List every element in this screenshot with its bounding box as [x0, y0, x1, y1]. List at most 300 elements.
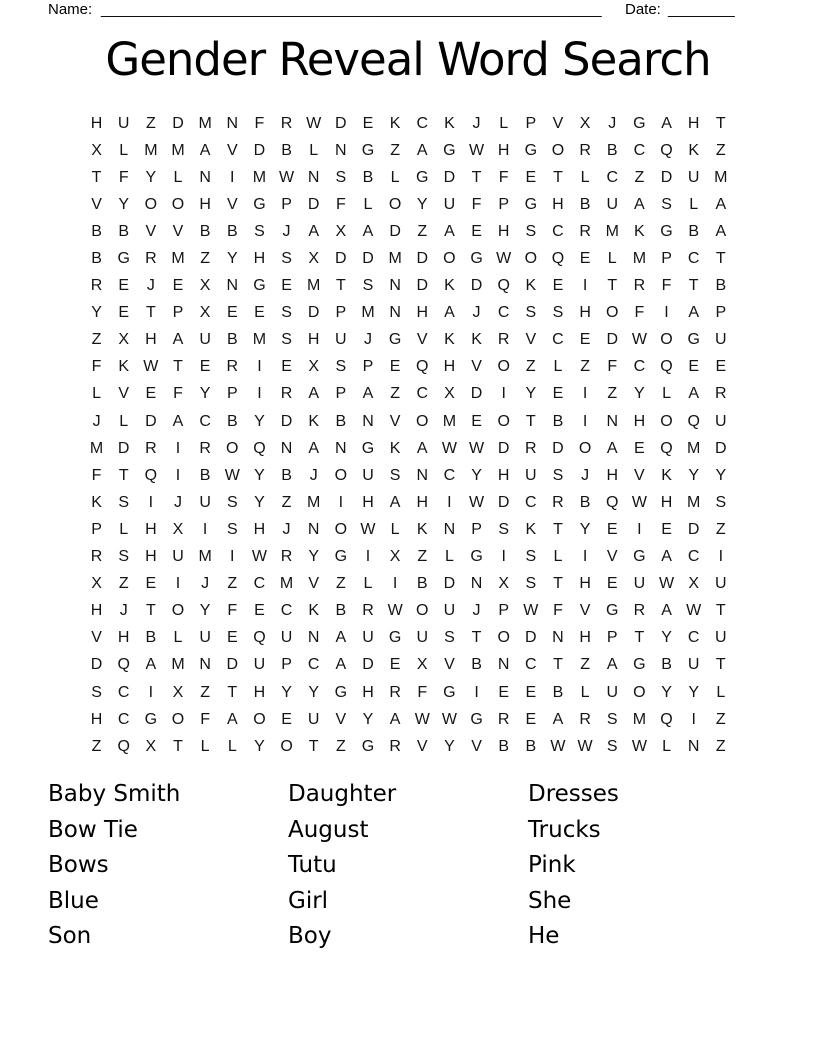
- grid-letter: T: [553, 656, 563, 674]
- grid-letter: D: [443, 168, 456, 186]
- grid-letter: T: [471, 168, 482, 186]
- grid-letter: J: [119, 602, 128, 620]
- grid-letter: O: [633, 683, 646, 701]
- grid-letter: Q: [497, 277, 510, 295]
- grid-letter: P: [525, 114, 537, 132]
- grid-letter: M: [632, 710, 647, 728]
- grid-letter: W: [523, 602, 539, 620]
- grid-letter: X: [199, 277, 211, 295]
- grid-letter: B: [91, 222, 102, 240]
- grid-letter: R: [497, 710, 510, 728]
- grid-letter: F: [91, 358, 102, 376]
- grid-letter: N: [416, 466, 429, 484]
- grid-letter: S: [525, 575, 537, 593]
- grid-letter: K: [389, 114, 401, 132]
- grid-letter: L: [662, 737, 671, 755]
- grid-letter: D: [470, 277, 483, 295]
- grid-letter: G: [144, 710, 158, 728]
- grid-letter: L: [716, 683, 726, 701]
- grid-letter: S: [606, 710, 618, 728]
- word-list-item: Daughter: [288, 781, 397, 807]
- grid-letter: O: [524, 250, 538, 268]
- name-blank-line: ____________________________________________________________: [101, 1, 602, 18]
- grid-letter: Y: [118, 195, 130, 213]
- grid-letter: W: [550, 737, 566, 755]
- grid-letter: I: [148, 493, 154, 511]
- grid-letter: K: [308, 602, 320, 620]
- word-list-item: She: [528, 887, 572, 914]
- grid-letter: G: [524, 141, 538, 159]
- grid-letter: H: [145, 331, 157, 349]
- grid-letter: U: [335, 331, 347, 349]
- grid-letter: R: [497, 331, 510, 349]
- grid-letter: H: [579, 304, 591, 322]
- grid-letter: E: [118, 277, 130, 295]
- word-list-item: Boy: [288, 923, 332, 950]
- grid-letter: A: [688, 304, 699, 322]
- grid-letter: Y: [254, 737, 265, 755]
- grid-letter: R: [145, 439, 157, 457]
- grid-letter: P: [281, 195, 292, 213]
- grid-letter: D: [90, 656, 103, 674]
- grid-letter: P: [91, 520, 102, 538]
- grid-letter: T: [715, 114, 726, 132]
- grid-letter: P: [715, 304, 727, 322]
- grid-letter: O: [606, 304, 619, 322]
- grid-letter: G: [253, 277, 266, 295]
- grid-letter: N: [307, 629, 320, 647]
- grid-letter: S: [226, 493, 238, 511]
- grid-letter: G: [361, 737, 375, 755]
- grid-letter: Z: [580, 358, 590, 376]
- grid-letter: V: [416, 331, 428, 349]
- word-list-item: August: [288, 816, 369, 843]
- grid-letter: T: [553, 520, 563, 538]
- grid-letter: Y: [199, 385, 211, 403]
- grid-letter: D: [117, 439, 130, 457]
- grid-letter: S: [525, 304, 537, 322]
- grid-letter: Y: [91, 304, 102, 322]
- grid-letter: O: [334, 520, 348, 538]
- grid-letter: C: [253, 575, 266, 593]
- grid-letter: H: [145, 520, 157, 538]
- grid-letter: A: [661, 548, 672, 566]
- grid-letter: X: [444, 385, 455, 403]
- grid-letter: N: [470, 575, 483, 593]
- grid-letter: L: [553, 358, 563, 376]
- grid-letter: X: [308, 358, 320, 376]
- grid-letter: I: [230, 548, 235, 566]
- grid-letter: E: [661, 520, 672, 538]
- grid-letter: I: [501, 548, 506, 566]
- grid-letter: B: [199, 466, 211, 484]
- grid-letter: W: [686, 602, 702, 620]
- grid-letter: Y: [688, 683, 699, 701]
- grid-letter: Q: [551, 250, 565, 268]
- grid-letter: E: [281, 277, 292, 295]
- grid-letter: B: [226, 331, 238, 349]
- grid-letter: T: [715, 602, 726, 620]
- grid-letter: P: [498, 602, 510, 620]
- grid-letter: B: [281, 466, 292, 484]
- grid-letter: V: [389, 412, 401, 430]
- grid-letter: N: [687, 737, 700, 755]
- grid-letter: U: [715, 412, 727, 430]
- grid-letter: H: [497, 466, 510, 484]
- word-list-item: Pink: [528, 852, 576, 879]
- grid-letter: T: [688, 277, 699, 295]
- grid-letter: U: [687, 656, 700, 674]
- grid-letter: U: [362, 466, 374, 484]
- grid-letter: H: [117, 629, 130, 647]
- grid-letter: E: [525, 168, 537, 186]
- grid-letter: T: [173, 358, 183, 376]
- grid-letter: U: [443, 195, 456, 213]
- grid-letter: N: [552, 629, 564, 647]
- grid-letter: V: [91, 195, 102, 213]
- grid-letter: E: [389, 656, 401, 674]
- date-blank-line: ________: [668, 1, 735, 18]
- grid-letter: R: [579, 710, 591, 728]
- grid-letter: H: [687, 114, 700, 132]
- grid-letter: E: [606, 520, 618, 538]
- grid-letter: O: [171, 195, 185, 213]
- word-list-item: Blue: [48, 887, 99, 914]
- grid-letter: H: [307, 331, 320, 349]
- grid-letter: C: [687, 548, 700, 566]
- grid-letter: D: [172, 114, 184, 132]
- grid-letter: L: [173, 629, 183, 647]
- grid-letter: B: [91, 250, 102, 268]
- grid-letter: E: [281, 710, 292, 728]
- grid-letter: Z: [91, 331, 102, 349]
- grid-letter: N: [606, 412, 619, 430]
- grid-letter: I: [175, 575, 181, 593]
- grid-letter: O: [497, 358, 510, 376]
- grid-letter: I: [664, 304, 669, 322]
- grid-letter: M: [279, 575, 294, 593]
- grid-letter: T: [173, 737, 183, 755]
- grid-letter: G: [443, 683, 456, 701]
- grid-letter: R: [715, 385, 727, 403]
- grid-letter: B: [552, 412, 564, 430]
- grid-letter: I: [257, 385, 262, 403]
- grid-letter: D: [362, 250, 374, 268]
- grid-letter: Y: [525, 385, 537, 403]
- grid-letter: H: [199, 195, 211, 213]
- grid-letter: D: [307, 195, 320, 213]
- grid-letter: U: [715, 331, 727, 349]
- grid-letter: G: [361, 439, 375, 457]
- grid-letter: M: [171, 656, 185, 674]
- grid-letter: Y: [688, 466, 699, 484]
- grid-letter: T: [553, 575, 563, 593]
- grid-letter: N: [389, 277, 401, 295]
- grid-letter: N: [335, 141, 347, 159]
- grid-letter: T: [525, 412, 536, 430]
- grid-letter: G: [470, 250, 483, 268]
- grid-letter: W: [468, 493, 485, 511]
- grid-letter: S: [552, 466, 564, 484]
- grid-letter: S: [281, 331, 292, 349]
- grid-letter: C: [606, 168, 619, 186]
- grid-letter: W: [441, 710, 457, 728]
- grid-letter: W: [468, 141, 485, 159]
- grid-letter: K: [416, 520, 428, 538]
- grid-letter: O: [551, 141, 565, 159]
- grid-letter: J: [472, 304, 481, 322]
- grid-letter: L: [173, 168, 183, 186]
- grid-letter: E: [226, 629, 238, 647]
- grid-letter: A: [416, 439, 428, 457]
- grid-letter: O: [416, 602, 429, 620]
- grid-letter: Y: [199, 602, 211, 620]
- grid-letter: R: [579, 141, 591, 159]
- grid-letter: E: [552, 277, 564, 295]
- grid-letter: U: [362, 629, 374, 647]
- grid-letter: H: [145, 548, 157, 566]
- grid-letter: Z: [634, 168, 645, 186]
- grid-letter: V: [525, 331, 537, 349]
- grid-letter: T: [715, 250, 726, 268]
- grid-letter: J: [472, 114, 481, 132]
- grid-letter: U: [443, 602, 456, 620]
- grid-letter: R: [552, 493, 564, 511]
- grid-letter: F: [607, 358, 618, 376]
- grid-letter: K: [525, 277, 537, 295]
- grid-letter: D: [687, 520, 700, 538]
- grid-letter: H: [552, 195, 564, 213]
- grid-letter: C: [552, 222, 564, 240]
- grid-letter: Q: [416, 358, 429, 376]
- grid-letter: D: [525, 629, 537, 647]
- grid-letter: D: [416, 250, 429, 268]
- word-list-item: Bow Tie: [48, 816, 138, 843]
- grid-letter: W: [306, 114, 322, 132]
- grid-letter: K: [661, 466, 672, 484]
- grid-letter: Q: [660, 710, 673, 728]
- grid-letter: B: [362, 168, 374, 186]
- grid-letter: F: [173, 385, 183, 403]
- grid-letter: Q: [660, 439, 673, 457]
- grid-letter: O: [171, 602, 185, 620]
- grid-letter: D: [606, 331, 619, 349]
- grid-letter: I: [691, 710, 696, 728]
- grid-letter: F: [200, 710, 211, 728]
- grid-letter: H: [443, 358, 456, 376]
- grid-letter: W: [224, 466, 240, 484]
- grid-letter: T: [308, 737, 319, 755]
- grid-letter: R: [389, 737, 401, 755]
- grid-letter: O: [660, 412, 673, 430]
- grid-letter: O: [253, 710, 266, 728]
- grid-letter: Y: [444, 737, 455, 755]
- grid-letter: D: [253, 141, 266, 159]
- grid-letter: C: [552, 331, 564, 349]
- grid-letter: L: [363, 195, 373, 213]
- grid-letter: E: [254, 304, 265, 322]
- grid-letter: E: [688, 358, 699, 376]
- grid-letter: Q: [606, 493, 619, 511]
- grid-letter: G: [117, 250, 130, 268]
- grid-letter: U: [117, 114, 130, 132]
- grid-letter: E: [172, 277, 184, 295]
- grid-letter: K: [118, 358, 130, 376]
- grid-letter: U: [199, 629, 211, 647]
- grid-letter: P: [281, 656, 292, 674]
- grid-letter: O: [144, 195, 158, 213]
- grid-letter: W: [496, 250, 512, 268]
- grid-letter: A: [552, 710, 564, 728]
- grid-letter: A: [606, 656, 618, 674]
- grid-letter: L: [662, 385, 671, 403]
- grid-letter: E: [606, 575, 618, 593]
- grid-letter: Z: [390, 385, 400, 403]
- grid-letter: I: [365, 548, 371, 566]
- grid-letter: K: [308, 412, 320, 430]
- grid-letter: C: [687, 250, 700, 268]
- grid-letter: Z: [200, 250, 211, 268]
- grid-letter: W: [143, 358, 159, 376]
- grid-letter: N: [497, 656, 510, 674]
- grid-letter: N: [362, 412, 374, 430]
- grid-letter: T: [145, 602, 156, 620]
- grid-letter: A: [688, 385, 699, 403]
- grid-letter: K: [471, 331, 482, 349]
- grid-letter: L: [580, 683, 590, 701]
- grid-letter: V: [471, 358, 482, 376]
- grid-letter: R: [633, 277, 646, 295]
- grid-letter: K: [688, 141, 699, 159]
- grid-letter: S: [525, 222, 537, 240]
- grid-letter: F: [118, 168, 129, 186]
- grid-letter: D: [362, 656, 374, 674]
- grid-letter: U: [416, 629, 429, 647]
- grid-letter: S: [281, 304, 292, 322]
- grid-letter: X: [91, 575, 102, 593]
- grid-letter: E: [281, 358, 292, 376]
- grid-letter: E: [145, 385, 157, 403]
- grid-letter: N: [307, 168, 320, 186]
- word-list-item: He: [528, 923, 560, 950]
- grid-letter: W: [577, 737, 593, 755]
- grid-letter: B: [281, 141, 292, 159]
- word-list-item: Trucks: [528, 816, 601, 843]
- grid-letter: E: [145, 575, 157, 593]
- grid-letter: H: [90, 710, 103, 728]
- grid-letter: T: [471, 629, 482, 647]
- grid-letter: E: [389, 358, 401, 376]
- grid-letter: C: [199, 412, 211, 430]
- grid-letter: G: [524, 195, 538, 213]
- grid-letter: A: [634, 195, 645, 213]
- grid-letter: M: [687, 439, 701, 457]
- grid-letter: E: [471, 412, 482, 430]
- grid-letter: S: [525, 548, 537, 566]
- grid-letter: Z: [715, 737, 726, 755]
- grid-letter: G: [388, 629, 402, 647]
- grid-letter: H: [90, 602, 103, 620]
- grid-letter: N: [443, 520, 456, 538]
- grid-letter: L: [309, 141, 319, 159]
- grid-letter: I: [148, 683, 154, 701]
- grid-letter: T: [118, 466, 129, 484]
- grid-letter: A: [389, 710, 401, 728]
- word-list-item: Girl: [288, 887, 329, 914]
- grid-letter: D: [280, 412, 293, 430]
- grid-letter: W: [631, 331, 647, 349]
- grid-letter: G: [660, 222, 673, 240]
- grid-letter: F: [634, 304, 645, 322]
- grid-letter: I: [447, 493, 452, 511]
- grid-letter: S: [91, 683, 102, 701]
- grid-letter: A: [172, 412, 184, 430]
- grid-letter: U: [633, 575, 646, 593]
- grid-letter: Z: [335, 737, 346, 755]
- grid-letter: B: [498, 737, 510, 755]
- grid-letter: Y: [661, 683, 672, 701]
- grid-letter: I: [202, 520, 208, 538]
- grid-letter: X: [118, 331, 130, 349]
- grid-letter: L: [363, 575, 373, 593]
- grid-letter: E: [552, 385, 564, 403]
- grid-letter: R: [280, 548, 293, 566]
- grid-letter: A: [172, 331, 184, 349]
- grid-letter: E: [634, 439, 645, 457]
- grid-letter: C: [280, 602, 293, 620]
- grid-letter: D: [470, 385, 483, 403]
- grid-letter: I: [175, 439, 181, 457]
- grid-letter: R: [226, 358, 239, 376]
- grid-letter: L: [227, 737, 237, 755]
- grid-letter: M: [198, 548, 212, 566]
- grid-letter: D: [335, 250, 347, 268]
- grid-letter: F: [498, 168, 509, 186]
- grid-letter: O: [226, 439, 239, 457]
- grid-letter: O: [660, 331, 673, 349]
- grid-letter: N: [389, 304, 401, 322]
- grid-letter: R: [280, 114, 293, 132]
- grid-letter: K: [525, 520, 537, 538]
- grid-letter: P: [226, 385, 238, 403]
- grid-letter: A: [362, 385, 374, 403]
- grid-letter: Q: [253, 629, 266, 647]
- grid-letter: D: [335, 114, 347, 132]
- grid-letter: D: [497, 439, 510, 457]
- grid-letter: Y: [362, 710, 374, 728]
- grid-letter: Z: [118, 575, 129, 593]
- grid-letter: C: [633, 141, 646, 159]
- grid-letter: H: [497, 222, 510, 240]
- grid-letter: E: [579, 331, 591, 349]
- grid-letter: J: [581, 466, 590, 484]
- grid-letter: O: [578, 439, 592, 457]
- grid-letter: G: [334, 548, 348, 566]
- grid-letter: X: [199, 304, 211, 322]
- date-label: Date:: [625, 1, 661, 18]
- grid-letter: R: [525, 439, 537, 457]
- grid-letter: I: [257, 358, 262, 376]
- grid-letter: G: [470, 548, 483, 566]
- grid-letter: K: [444, 331, 455, 349]
- grid-letter: S: [606, 737, 618, 755]
- grid-letter: E: [254, 602, 265, 620]
- grid-letter: P: [606, 629, 618, 647]
- grid-letter: X: [335, 222, 347, 240]
- grid-letter: M: [252, 331, 267, 349]
- grid-letter: Z: [281, 493, 292, 511]
- grid-letter: I: [582, 385, 588, 403]
